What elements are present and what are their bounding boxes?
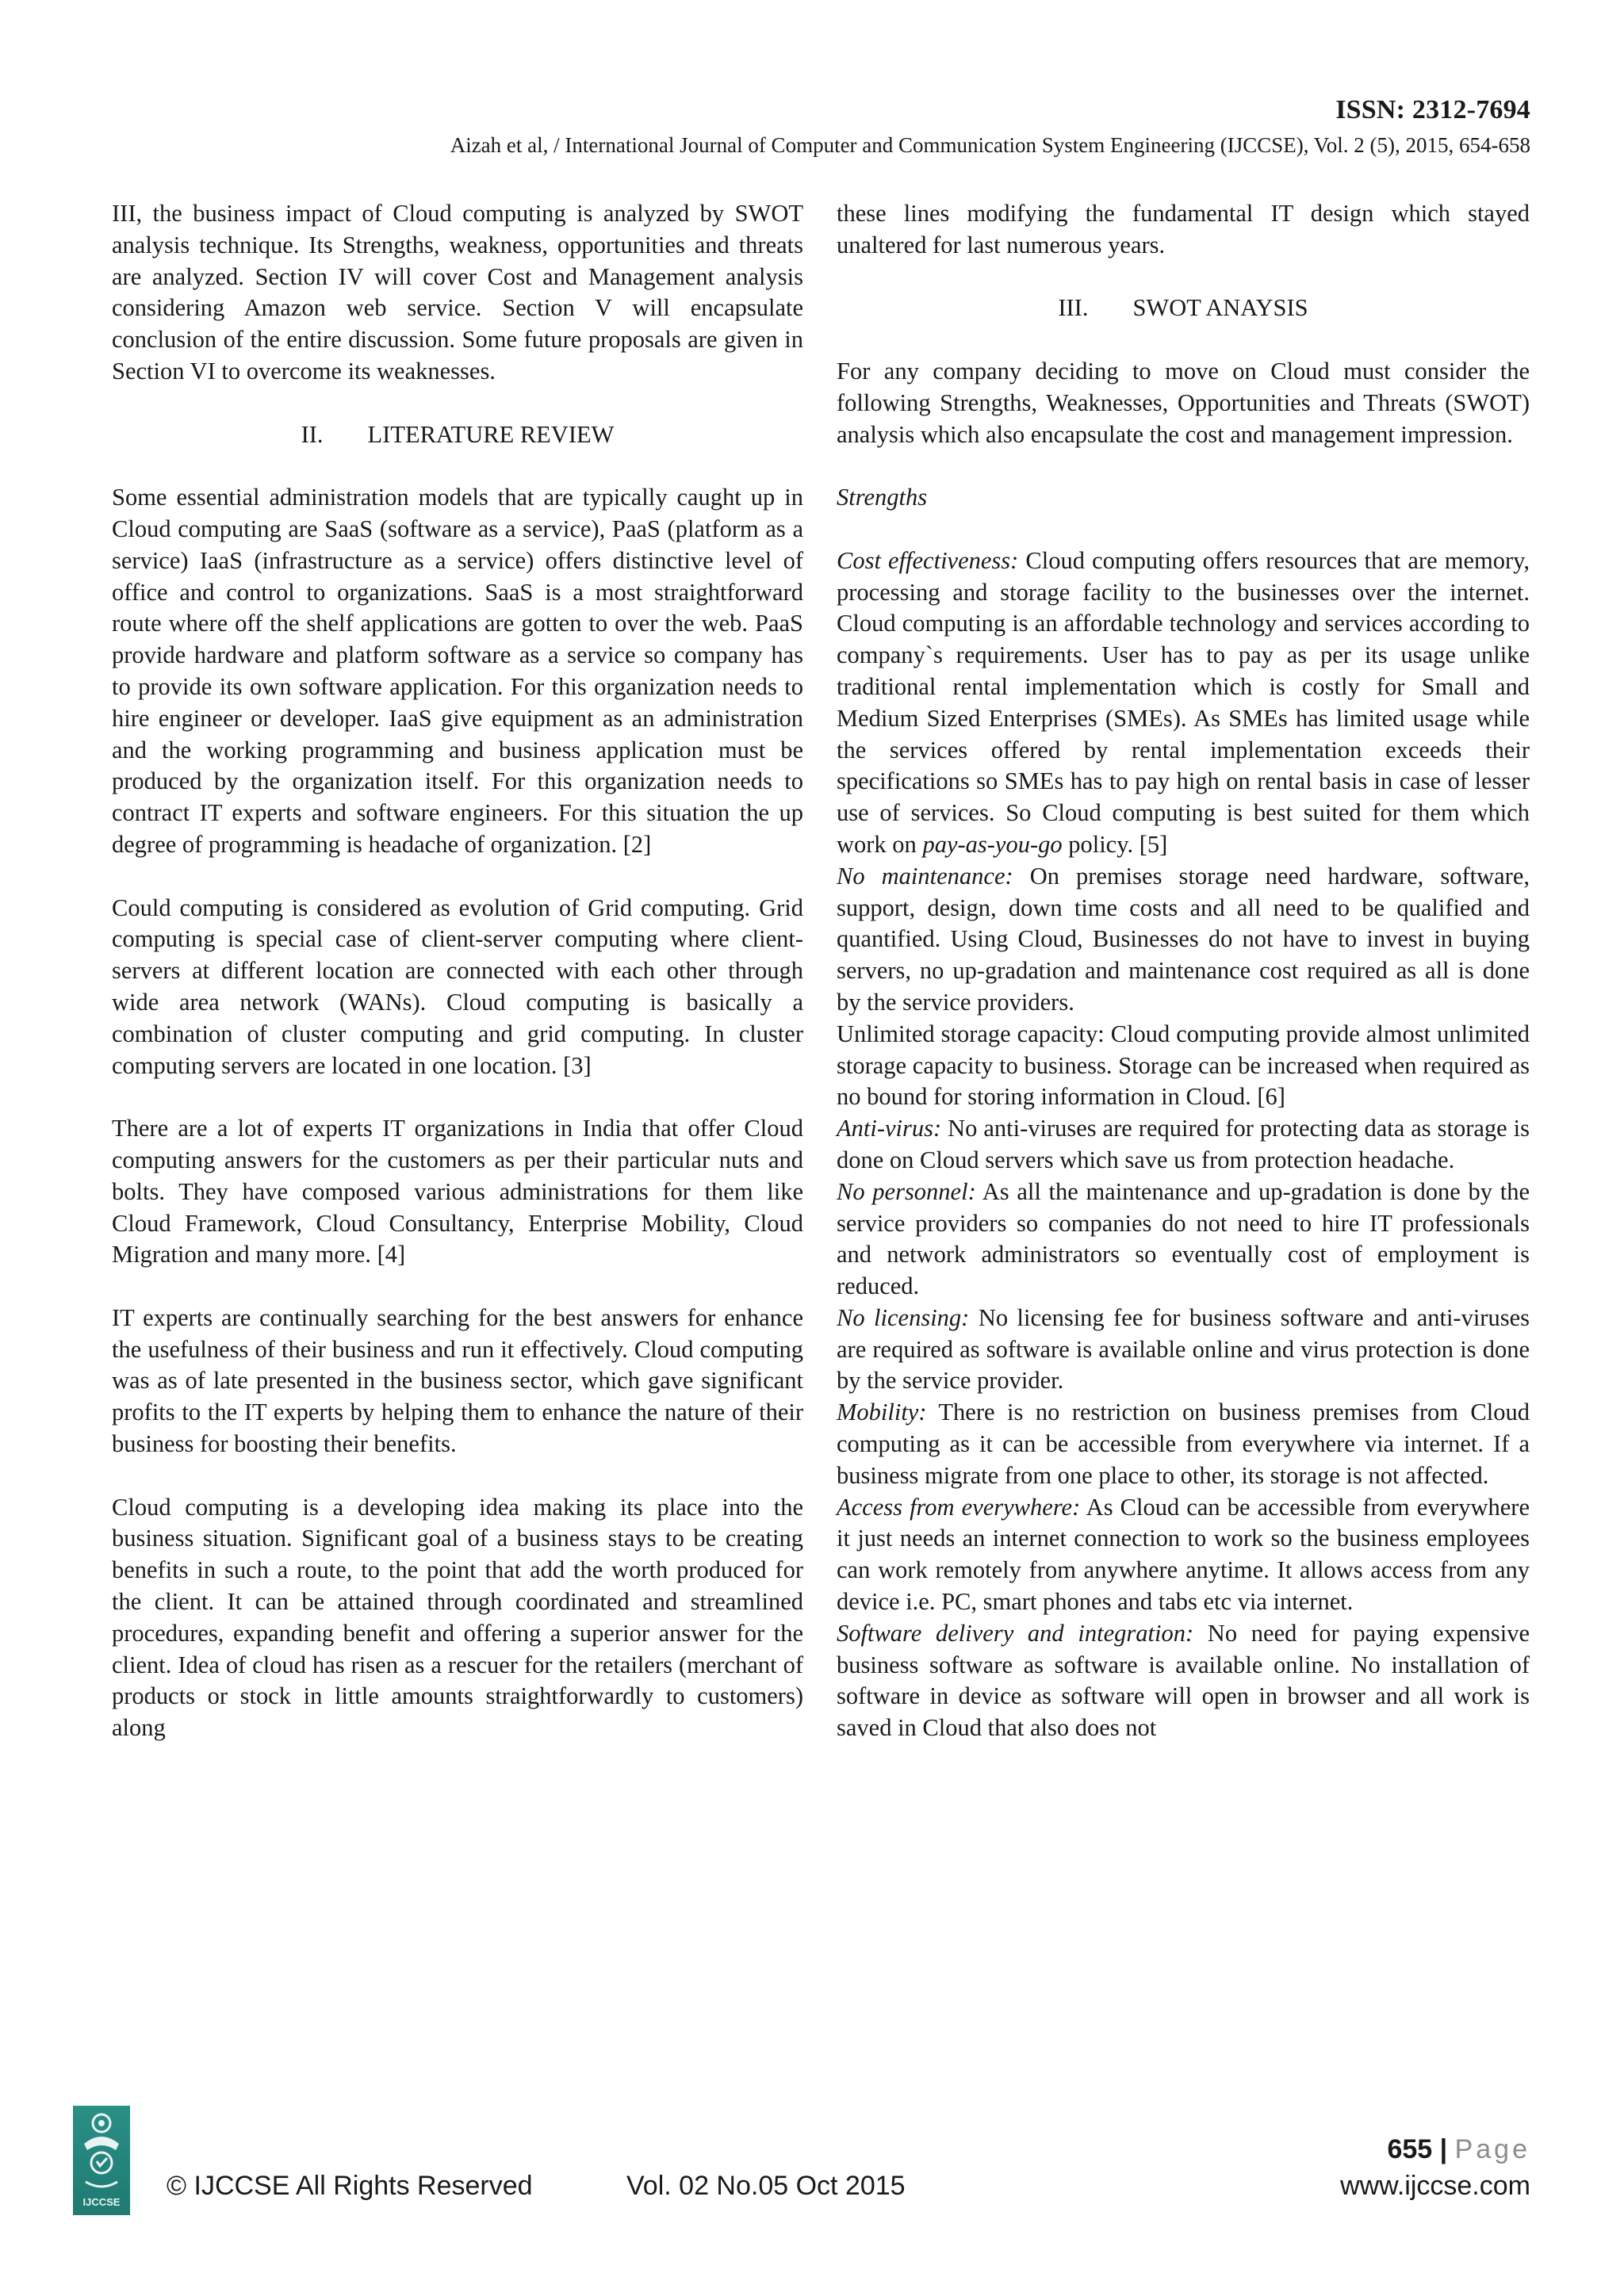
term-label: No licensing: <box>837 1303 970 1331</box>
journal-logo <box>73 2106 130 2215</box>
left-column <box>112 198 803 1744</box>
section-title: SWOT ANAYSIS <box>1132 294 1308 322</box>
strength-anti-virus: Anti-virus: No anti-viruses are required for protecting data as storage is done on Cloud servers which save us from protection headache. <box>837 1115 1530 1173</box>
right-column <box>837 198 1530 1744</box>
journal-logo-icon <box>73 2106 130 2215</box>
section-heading-swot <box>837 293 1530 324</box>
term-label: Cost effectiveness: <box>837 546 1019 574</box>
strength-no-maintenance: No maintenance: On premises storage need hardware, software, support, design, down time costs and all need to be qualified and quantified. Using Cloud, Businesses do not have to invest in buying servers, no up-gradation and maintenance cost required as all is done by the service providers. <box>837 862 1530 1016</box>
term-label: No personnel: <box>837 1177 976 1205</box>
term-pay-as-you-go: pay-as-you-go <box>922 830 1063 858</box>
paragraph: Cloud computing is a developing idea making its place into the business situation. Significant goal of a business stays to be creating benefits in such a route, to the point that add the worth produced for the client. It can be attained through coordinated and streamlined procedures, expanding benefit and offering a superior answer for the client. Idea of cloud has risen as a rescuer for the retailers (merchant of products or stock in little amounts straightforwardly to customers) along <box>112 1493 803 1742</box>
paragraph: There are a lot of experts IT organizations in India that offer Cloud computing answers for the customers as per their particular nuts and bolts. They have composed various administrations for them like Cloud Framework, Cloud Consultancy, Enterprise Mobility, Cloud Migration and many more. [4] <box>112 1115 803 1269</box>
swot-intro: For any company deciding to move on Cloud must consider the following Strengths, Weaknesses, Opportunities and Threats (SWOT) analysis which also encapsulate the cost and management impression. <box>837 357 1530 448</box>
section-number: II. <box>301 420 324 448</box>
section-number: III. <box>1058 294 1089 322</box>
website-link[interactable]: www.ijccse.com <box>1340 2171 1530 2201</box>
term-label: No maintenance: <box>837 862 1013 890</box>
strength-no-licensing: No licensing: No licensing fee for business software and anti-viruses are required as software is available online and virus protection is done by the service provider. <box>837 1303 1530 1395</box>
paragraph: Some essential administration models that are typically caught up in Cloud computing are SaaS (software as a service), PaaS (platform as a service) IaaS (infrastructure as a service) offers distinctive level of office and control to organizations. SaaS is a most straightforward route where off the shelf applications are gotten to over the web. PaaS provide hardware and platform software as a service so company has to provide its own software application. For this organization needs to hire engineer or developer. IaaS give equipment as an administration and the working programming and business application must be produced by the organization itself. For this organization needs to contract IT experts and software engineers. For this situation the up degree of programming is headache of organization. [2] <box>112 484 803 858</box>
page-number: 655 | Page <box>1387 2134 1530 2164</box>
strength-access-from-everywhere: Access from everywhere: As Cloud can be accessible from everywhere it just needs an internet connection to work so the business employees can work remotely from anywhere anytime. It allows access from any device i.e. PC, smart phones and tabs etc via internet. <box>837 1493 1530 1616</box>
term-label: Access from everywhere: <box>837 1493 1081 1521</box>
term-label: Mobility: <box>837 1399 927 1426</box>
page-footer <box>0 2093 1624 2236</box>
running-head: Aizah et al, / International Journal of Computer and Communication System Engineering (IJCCSE), Vol. 2 (5), 2015, 654-658 <box>450 133 1530 157</box>
section-heading-literature-review <box>112 419 803 451</box>
continuation-paragraph: these lines modifying the fundamental IT design which stayed unaltered for last numerous years. <box>837 200 1530 258</box>
strength-cost-effectiveness: Cost effectiveness: Cloud computing offers resources that are memory, processing and storage facility to the businesses over the internet. Cloud computing is an affordable technology and services according to company`s requirements. User has to pay as per its usage unlike traditional rental implementation which is costly for Small and Medium Sized Enterprises (SMEs). As SMEs has limited usage while the services offered by rental implementation exceeds their specifications so SMEs has to pay high on rental basis in case of lesser use of services. So Cloud computing is best suited for them which work on pay-as-you-go policy. [5] <box>837 546 1530 858</box>
copyright: © IJCCSE All Rights Reserved <box>167 2171 533 2201</box>
strength-unlimited-storage: Unlimited storage capacity: Cloud computing provide almost unlimited storage capacity to business. Storage can be increased when required as no bound for storing information in Cloud. [6] <box>837 1020 1530 1111</box>
intro-paragraph: III, the business impact of Cloud computing is analyzed by SWOT analysis technique. Its Strengths, weakness, opportunities and threats are analyzed. Section IV will cover Cost and Management analysis considering Amazon web service. Section V will encapsulate conclusion of the entire discussion. Some future proposals are given in Section VI to overcome its weaknesses. <box>112 200 803 385</box>
strength-software-delivery: Software delivery and integration: No need for paying expensive business software as software is available online. No installation of software in device as software will open in browser and all work is saved in Cloud that also does not <box>837 1619 1530 1742</box>
section-title: LITERATURE REVIEW <box>367 420 615 448</box>
strength-mobility: Mobility: There is no restriction on business premises from Cloud computing as it can be accessible from everywhere via internet. If a business migrate from one place to other, its storage is not affected. <box>837 1399 1530 1489</box>
paragraph: Could computing is considered as evolution of Grid computing. Grid computing is special case of client-server computing where client-servers at different location are connected with each other through wide area network (WANs). Cloud computing is basically a combination of cluster computing and grid computing. In cluster computing servers are located in one location. [3] <box>112 894 803 1079</box>
term-label: Software delivery and integration: <box>837 1619 1194 1647</box>
issn: ISSN: 2312-7694 <box>1335 95 1530 124</box>
paragraph: IT experts are continually searching for the best answers for enhance the usefulness of their business and run it effectively. Cloud computing was as of late presented in the business sector, which gave significant profits to the IT experts by helping them to enhance the nature of their business for boosting their benefits. <box>112 1303 803 1458</box>
term-label: Anti-virus: <box>837 1115 942 1142</box>
volume-info: Vol. 02 No.05 Oct 2015 <box>626 2171 906 2201</box>
logo-text: IJCCSE <box>82 2196 121 2208</box>
strength-no-personnel: No personnel: As all the maintenance and up-gradation is done by the service providers so companies do not need to hire IT professionals and network administrators so eventually cost of employment is reduced. <box>837 1177 1530 1300</box>
strengths-heading: Strengths <box>837 484 928 511</box>
